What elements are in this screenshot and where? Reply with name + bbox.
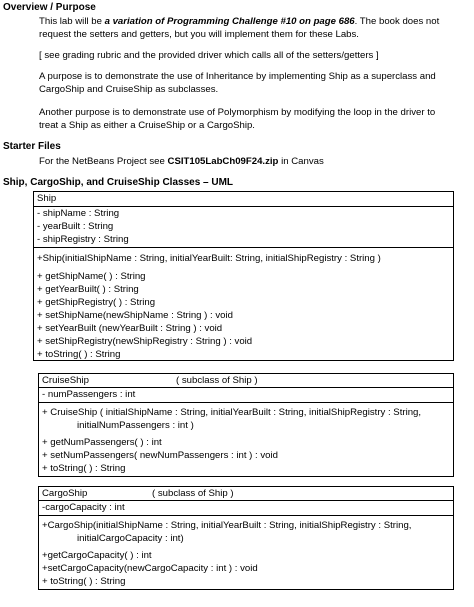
ship-method: + setShipName(newShipName : String ) : void xyxy=(37,310,233,321)
p1-post: . The book does not xyxy=(354,16,440,27)
overview-paragraph-1-line-2: request the setters and getters, but you will implement them for these Labs. xyxy=(39,29,359,40)
starter-file-name: CSIT105LabCh09F24.zip xyxy=(167,156,279,167)
cargoship-class-name: CargoShip xyxy=(42,488,88,499)
overview-paragraph-4-line-1: Another purpose is to demonstrate use of Polymorphism by modifying the loop in the driver to xyxy=(39,107,436,118)
cargoship-fields-divider xyxy=(39,515,453,516)
ship-method: + setYearBuilt (newYearBuilt : String ) : void xyxy=(37,323,223,334)
ship-name-divider xyxy=(34,206,453,207)
cargoship-subclass-note: ( subclass of Ship ) xyxy=(152,488,234,499)
cargoship-field: -cargoCapacity : int xyxy=(42,502,125,513)
p1-pre: This lab will be xyxy=(39,16,105,27)
overview-paragraph-3-line-1: A purpose is to demonstrate the use of Inheritance by implementing Ship as a superclass and xyxy=(39,71,436,82)
cargoship-method: + toString( ) : String xyxy=(42,576,126,587)
overview-paragraph-1 xyxy=(39,16,439,27)
ship-method: + getYearBuilt( ) : String xyxy=(37,284,139,295)
ship-field: - shipRegistry : String xyxy=(37,234,129,245)
starter-pre: For the NetBeans Project see xyxy=(39,156,168,167)
cruiseship-subclass-note: ( subclass of Ship ) xyxy=(176,375,258,386)
ship-class-name: Ship xyxy=(37,193,57,204)
cruiseship-method: + toString( ) : String xyxy=(42,463,126,474)
cruiseship-method: + setNumPassengers( newNumPassengers : int ) : void xyxy=(42,450,278,461)
cruiseship-fields-divider xyxy=(39,402,453,403)
ship-constructor: +Ship(initialShipName : String, initialYearBuilt: String, initialShipRegistry : String ) xyxy=(37,253,381,264)
ship-method: + getShipRegistry( ) : String xyxy=(37,297,156,308)
ship-field: - shipName : String xyxy=(37,208,120,219)
ship-method: + setShipRegistry(newShipRegistry : String ) : void xyxy=(37,336,253,347)
ship-method: + getShipName( ) : String xyxy=(37,271,146,282)
cargoship-name-divider xyxy=(39,500,453,501)
starter-paragraph xyxy=(39,156,324,167)
cargoship-class-box xyxy=(38,486,454,590)
cargoship-method: +setCargoCapacity(newCargoCapacity : int ) : void xyxy=(42,563,258,574)
starter-post: in Canvas xyxy=(278,156,324,167)
cruiseship-constructor: + CruiseShip ( initialShipName : String, initialYearBuilt : String, initialShipRegistry : String, xyxy=(42,407,422,418)
cruiseship-class-name: CruiseShip xyxy=(42,375,89,386)
ship-field: - yearBuilt : String xyxy=(37,221,114,232)
cruiseship-class-box xyxy=(38,373,454,477)
ship-method: + toString( ) : String xyxy=(37,349,121,360)
ship-class-box xyxy=(33,191,454,361)
cargoship-constructor-continued: initialCargoCapacity : int) xyxy=(77,533,184,544)
overview-paragraph-2: [ see grading rubric and the provided driver which calls all of the setters/getters ] xyxy=(39,50,379,61)
cruiseship-method: + getNumPassengers( ) : int xyxy=(42,437,162,448)
overview-paragraph-3-line-2: CargoShip and CruiseShip as subclasses. xyxy=(39,84,219,95)
cruiseship-field: - numPassengers : int xyxy=(42,389,136,400)
cruiseship-name-divider xyxy=(39,387,453,388)
overview-heading: Overview / Purpose xyxy=(3,2,96,13)
ship-fields-divider xyxy=(34,247,453,248)
cruiseship-constructor-continued: initialNumPassengers : int ) xyxy=(77,420,194,431)
starter-heading: Starter Files xyxy=(3,141,61,152)
cargoship-constructor: +CargoShip(initialShipName : String, initialYearBuilt : String, initialShipRegistry : String, xyxy=(42,520,412,531)
overview-paragraph-4-line-2: treat a Ship as either a CruiseShip or a CargoShip. xyxy=(39,120,255,131)
p1-emphasis: a variation of Programming Challenge #10 on page 686 xyxy=(104,16,355,27)
cargoship-method: +getCargoCapacity( ) : int xyxy=(42,550,152,561)
uml-heading: Ship, CargoShip, and CruiseShip Classes – UML xyxy=(3,177,234,188)
